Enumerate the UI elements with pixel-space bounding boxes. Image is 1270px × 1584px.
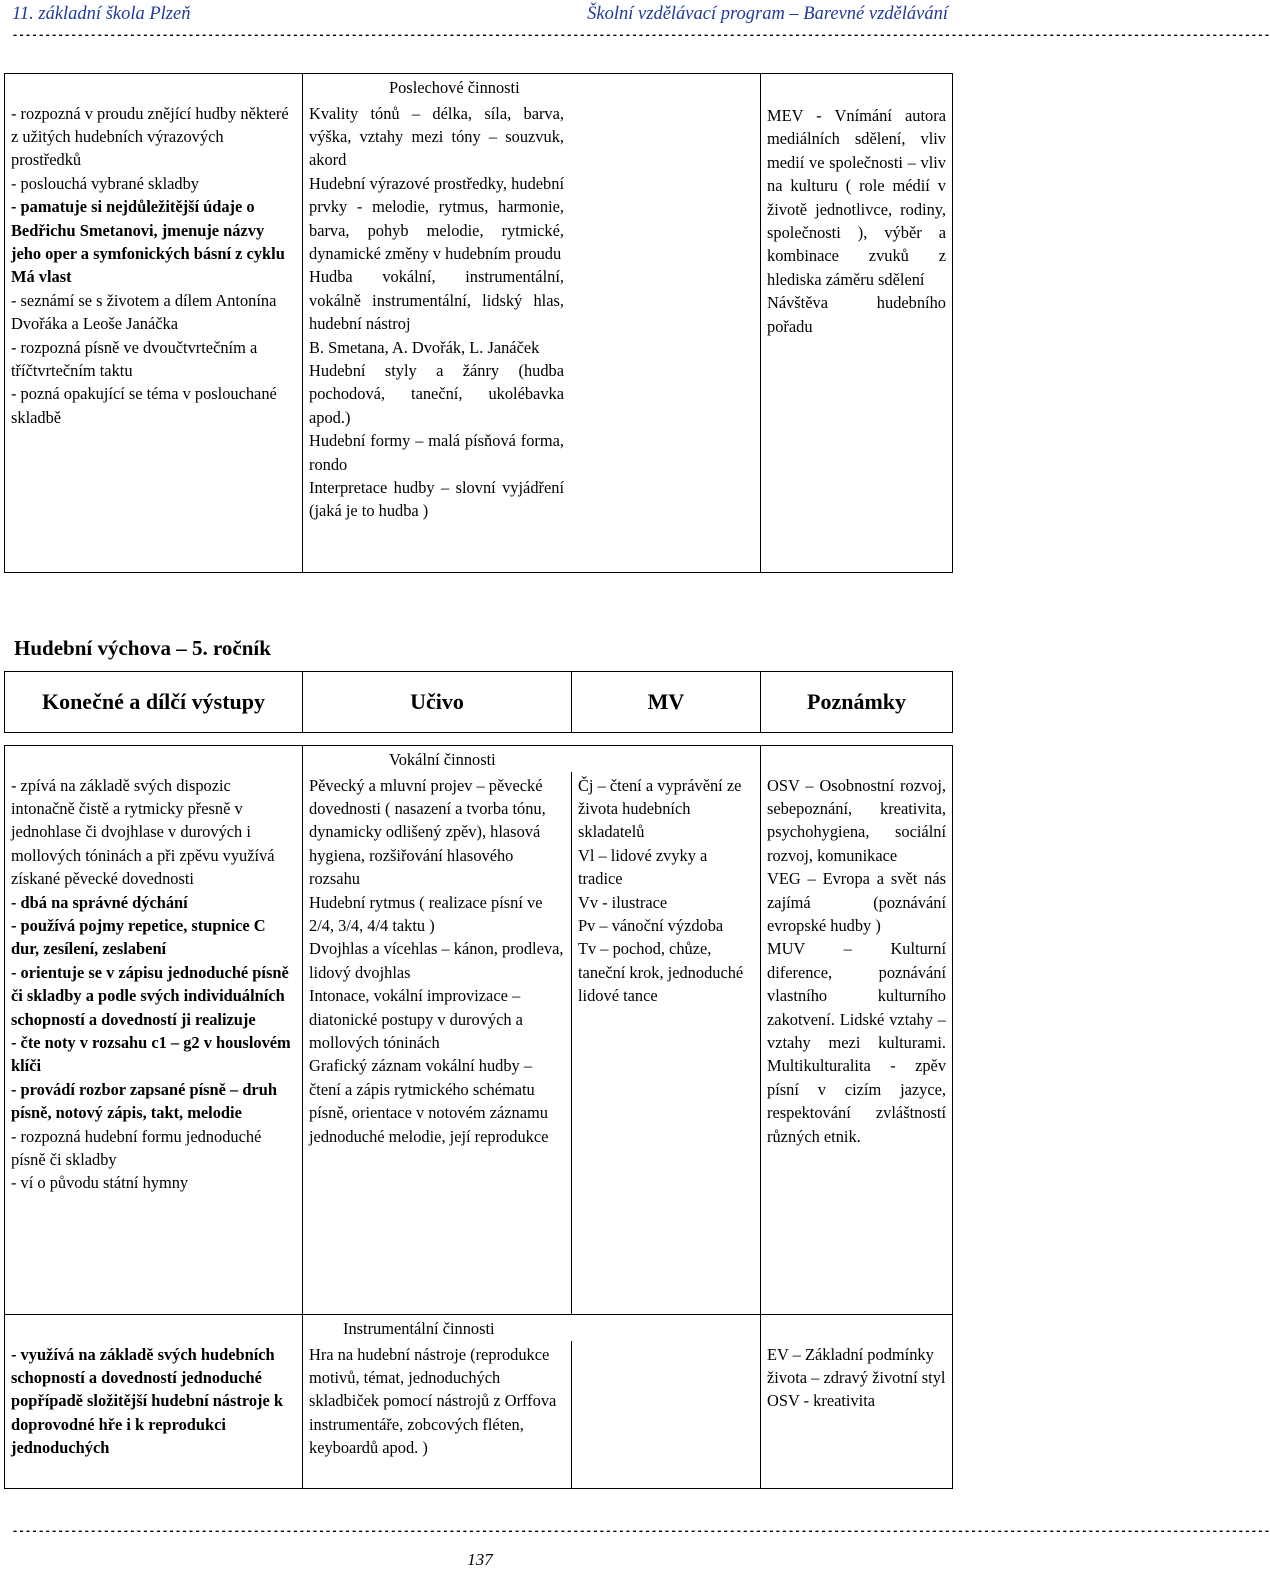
footer-divider: ------------------------------------------------------------------------------------------------------------------------------------------------------------------------------------------------- [12,1526,1270,1537]
instr-outputs-header-cell [5,1315,303,1341]
col-header-content: Učivo [303,672,572,733]
grade-title: Hudební výchova – 5. ročník [14,636,271,660]
listening-outputs-header-cell [5,74,303,100]
vocal-content [303,772,572,1315]
vocal-output-3: - používá pojmy repetice, stupnice C dur, zesílení, zeslabení [11,915,266,959]
vocal-output-8: - ví o původu státní hymny [11,1173,189,1193]
vocal-output-4: - orientuje se v zápisu jednoduché písně či skladby a podle svých individuálních schopností a dovedností ji realizuje [11,962,289,1029]
vocal-outputs [5,772,303,1315]
vocal-notes-header-cell [761,746,953,772]
col-header-notes: Poznámky [761,672,953,733]
listening-notes [761,74,953,573]
header-divider: ------------------------------------------------------------------------------------------------------------------------------------------------------------------------------------------------- [12,30,1270,41]
col-header-outputs: Konečné a dílčí výstupy [5,672,303,733]
col-header-mv: MV [572,672,761,733]
instr-notes-header-cell [761,1315,953,1341]
column-header-table [4,671,953,733]
vocal-notes [761,772,953,1315]
listening-output-4: - seznámí se s životem a dílem Antonína Dvořáka a Leoše Janáčka [11,290,277,334]
vocal-output-5: - čte noty v rozsahu c1 – g2 v houslovém klíči [11,1032,291,1076]
listening-output-3: - pamatuje si nejdůležitější údaje o Bedřichu Smetanovi, jmenuje názvy jeho oper a symfonických básní z cyklu Má vlast [11,197,285,287]
school-name: 11. základní škola Plzeň [12,4,191,24]
vocal-mv [572,772,761,1315]
vocal-output-1: - zpívá na základě svých dispozic intonačně čistě a rytmicky přesně v jednohlase či dvojhlase v durových i mollových tóninách a při zpěvu využívá získané pěvecké dovednosti [11,775,275,889]
listening-section-title: Poslechové činnosti [303,74,761,100]
instrumental-notes [761,1341,953,1489]
listening-content-text: Kvality tónů – délka, síla, barva, výška, vztahy mezi tóny – souzvuk, akord Hudební výrazové prostředky, hudební prvky - melodie, rytmus, harmonie, barva, pohyb melodie, rytmické, dynamické změny v hudebním proudu Hudba vokální, instrumentální, vokálně instrumentální, lidský hlas, hudební nástroj B. Smetana, A. Dvořák, L. Janáček Hudební styly a žánry (hudba pochodová, taneční, ukolébavka apod.) Hudební formy – malá písňová forma, rondo Interpretace hudby – slovní vyjádření (jaká je to hudba ) [309,103,564,521]
page-number: 137 [467,1550,493,1569]
grade5-table [4,745,953,1489]
listening-table [4,73,953,573]
listening-content [303,100,761,573]
instrumental-output-1: - využívá na základě svých hudebních schopností a dovedností jednoduché popřípadě složitější hudební nástroje k doprovodné hře i k reprodukci jednoduchých [11,1344,284,1458]
listening-output-6: - pozná opakující se téma v poslouchané skladbě [11,384,277,427]
vocal-outputs-header-cell [5,746,303,772]
page-header [12,2,948,28]
listening-outputs [5,100,303,573]
listening-output-5: - rozpozná písně ve dvoučtvrtečním a tříčtvrtečním taktu [11,337,258,380]
program-name: Školní vzdělávací program – Barevné vzdělávání [587,4,948,24]
vocal-output-7: - rozpozná hudební formu jednoduché písně či skladby [11,1126,262,1169]
vocal-output-6: - provádí rozbor zapsané písně – druh písně, notový zápis, takt, melodie [11,1079,277,1123]
instrumental-content-text: Hra na hudební nástroje (reprodukce motivů, témat, jednoduchých skladbiček pomocí nástrojů z Orffova instrumentáře, zobcových fléten, keyboardů apod. ) [309,1344,557,1458]
vocal-output-2: - dbá na správné dýchání [11,892,188,912]
instrumental-outputs [5,1341,303,1489]
instrumental-mv [572,1341,761,1489]
listening-output-1: - rozpozná v proudu znějící hudby některé z užitých hudebních výrazových prostředků [11,103,289,170]
instrumental-content [303,1341,572,1489]
vocal-notes-text: OSV – Osobnostní rozvoj, sebepoznání, kreativita, psychohygiena, sociální rozvoj, komunikace VEG – Evropa a svět nás zajímá (poznávání evropské hudby ) MUV – Kulturní diference, poznávání vlastního kulturního zakotvení. Lidské vztahy – vztahy mezi kulturami. Multikulturalita - zpěv písní v cizím jazyce, respektování zvláštností různých etnik. [767,775,947,1146]
instrumental-notes-text: EV – Základní podmínky života – zdravý životní styl OSV - kreativita [767,1344,946,1411]
vocal-section-title: Vokální činnosti [303,746,761,772]
listening-output-2: - poslouchá vybrané skladby [11,173,199,193]
vocal-content-text: Pěvecký a mluvní projev – pěvecké dovednosti ( nasazení a tvorba tónu, dynamicky odlišený zpěv), hlasová hygiena, rozšiřování hlasového rozsahu Hudební rytmus ( realizace písní ve 2/4, 3/4, 4/4 taktu ) Dvojhlas a vícehlas – kánon, prodleva, lidový dvojhlas Intonace, vokální improvizace – diatonické postupy v durových a mollových tóninách Grafický záznam vokální hudby – čtení a zápis rytmického schématu písně, orientace v notovém záznamu jednoduché melodie, její reprodukce [309,775,564,1146]
vocal-mv-text: Čj – čtení a vyprávění ze života hudebních skladatelů Vl – lidové zvyky a tradice Vv - ilustrace Pv – vánoční výzdoba Tv – pochod, chůze, taneční krok, jednoduché lidové tance [578,775,744,1006]
listening-notes-text: MEV - Vnímání autora mediálních sdělení, vliv medií ve společnosti – vliv na kulturu ( role médií v životě jednotlivce, rodiny, společnosti ), výběr a kombinace zvuků z hlediska záměru sdělení Návštěva hudebního pořadu [767,106,946,336]
instrumental-section-title: Instrumentální činnosti [303,1315,761,1341]
